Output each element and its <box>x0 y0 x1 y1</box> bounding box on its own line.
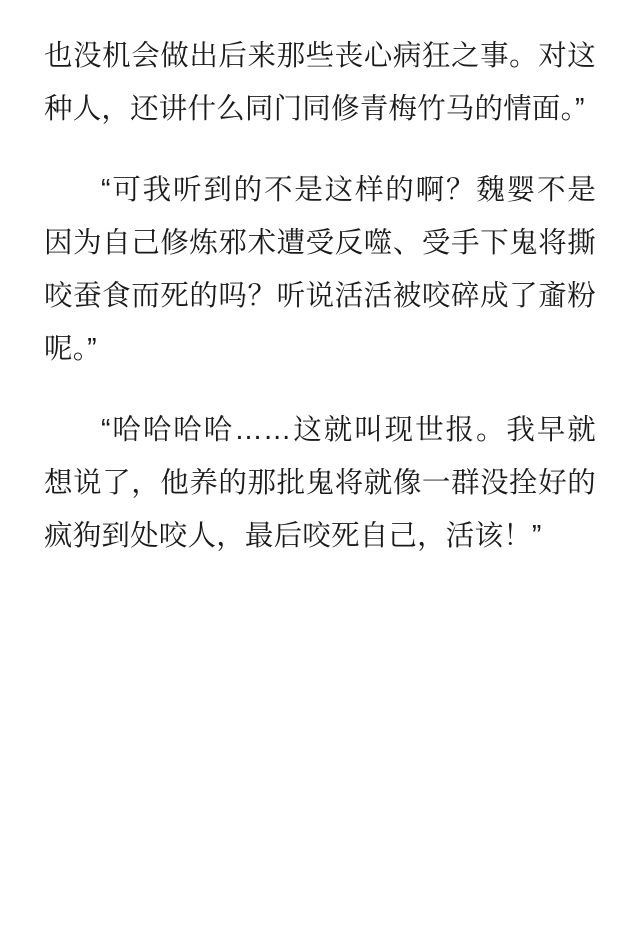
paragraph-1: 也没机会做出后来那些丧心病狂之事。对这种人，还讲什么同门同修青梅竹马的情面。” <box>44 40 596 125</box>
paragraph-2: “可我听到的不是这样的啊？魏婴不是因为自己修炼邪术遭受反噬、受手下鬼将撕咬蚕食而死的吗？听说活活被咬碎成了齑粉呢。” <box>44 174 596 365</box>
paragraph-3: “哈哈哈哈……这就叫现世报。我早就想说了，他养的那批鬼将就像一群没拴好的疯狗到处咬人，最后咬死自己，活该！” <box>44 414 596 552</box>
